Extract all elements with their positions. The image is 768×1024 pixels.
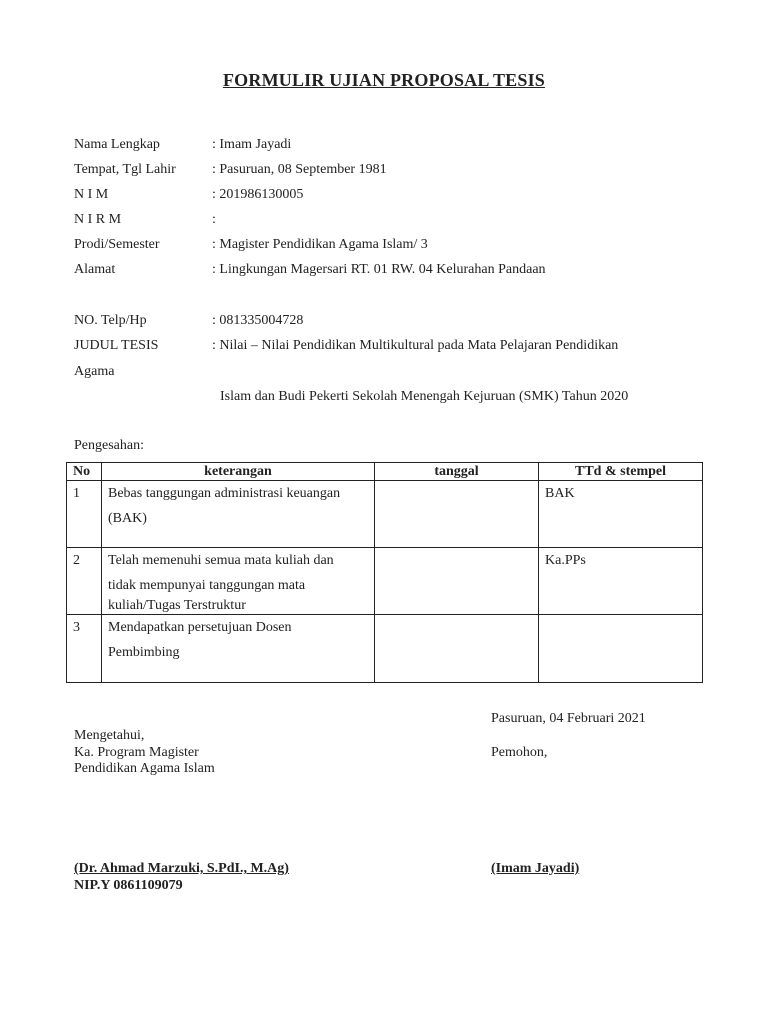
row-ttd [539, 615, 703, 683]
row-ttd: Ka.PPs [539, 548, 703, 615]
row-tanggal [375, 615, 539, 683]
row-no: 2 [67, 548, 102, 615]
value-judul-tesis: : Nilai – Nilai Pendidikan Multikultural pada Mata Pelajaran Pendidikan [212, 338, 619, 353]
value-nim: : 201986130005 [212, 187, 304, 202]
prodi-name: Pendidikan Agama Islam [74, 761, 215, 776]
keterangan-line: (BAK) [108, 511, 147, 526]
pengesahan-label: Pengesahan: [74, 438, 144, 453]
signature-right-name: (Imam Jayadi) [491, 861, 580, 876]
keterangan-line: Mendapatkan persetujuan Dosen [108, 620, 292, 635]
label-nama-lengkap: Nama Lengkap [74, 137, 160, 152]
label-tempat-tgl-lahir: Tempat, Tgl Lahir [74, 162, 176, 177]
label-judul-tesis: JUDUL TESIS [74, 338, 159, 353]
row-keterangan [102, 481, 375, 548]
mengetahui: Mengetahui, [74, 728, 145, 743]
signature-left-name: (Dr. Ahmad Marzuki, S.PdI., M.Ag) [74, 861, 289, 876]
value-nama-lengkap: : Imam Jayadi [212, 137, 292, 152]
header-no: No [67, 463, 102, 481]
row-no: 1 [67, 481, 102, 548]
keterangan-line: Bebas tanggungan administrasi keuangan [108, 486, 341, 501]
table-row [67, 615, 703, 683]
keterangan-line: kuliah/Tugas Terstruktur [108, 598, 246, 613]
judul-tesis-line2: Islam dan Budi Pekerti Sekolah Menengah Kejuruan (SMK) Tahun 2020 [220, 389, 629, 404]
row-ttd: BAK [539, 481, 703, 548]
table-row [67, 548, 703, 615]
value-prodi-semester: : Magister Pendidikan Agama Islam/ 3 [212, 237, 428, 252]
row-keterangan [102, 615, 375, 683]
label-alamat: Alamat [74, 262, 116, 277]
ka-program: Ka. Program Magister [74, 745, 199, 760]
row-tanggal [375, 481, 539, 548]
header-tanggal: tanggal [375, 463, 539, 481]
value-alamat: : Lingkungan Magersari RT. 01 RW. 04 Kelurahan Pandaan [212, 262, 546, 277]
table-row [67, 481, 703, 548]
document-title: FORMULIR UJIAN PROPOSAL TESIS [222, 70, 546, 90]
value-nirm: : [212, 212, 216, 227]
keterangan-line: tidak mempunyai tanggungan mata [108, 578, 306, 593]
pemohon: Pemohon, [491, 745, 548, 760]
table-header-row [67, 463, 703, 481]
label-nirm: N I R M [74, 212, 122, 227]
keterangan-line: Telah memenuhi semua mata kuliah dan [108, 553, 334, 568]
label-telp: NO. Telp/Hp [74, 313, 147, 328]
signature-left-nip: NIP.Y 0861109079 [74, 878, 183, 893]
row-tanggal [375, 548, 539, 615]
pengesahan-table [66, 462, 703, 683]
judul-tesis-wrap: Agama [74, 364, 115, 379]
row-keterangan [102, 548, 375, 615]
value-tempat-tgl-lahir: : Pasuruan, 08 September 1981 [212, 162, 387, 177]
keterangan-line: Pembimbing [108, 645, 180, 660]
row-no: 3 [67, 615, 102, 683]
label-prodi-semester: Prodi/Semester [74, 237, 160, 252]
value-telp: : 081335004728 [212, 313, 304, 328]
label-nim: N I M [74, 187, 109, 202]
header-keterangan: keterangan [102, 463, 375, 481]
header-ttd-stempel: TTd & stempel [539, 463, 703, 481]
place-date: Pasuruan, 04 Februari 2021 [491, 711, 646, 726]
